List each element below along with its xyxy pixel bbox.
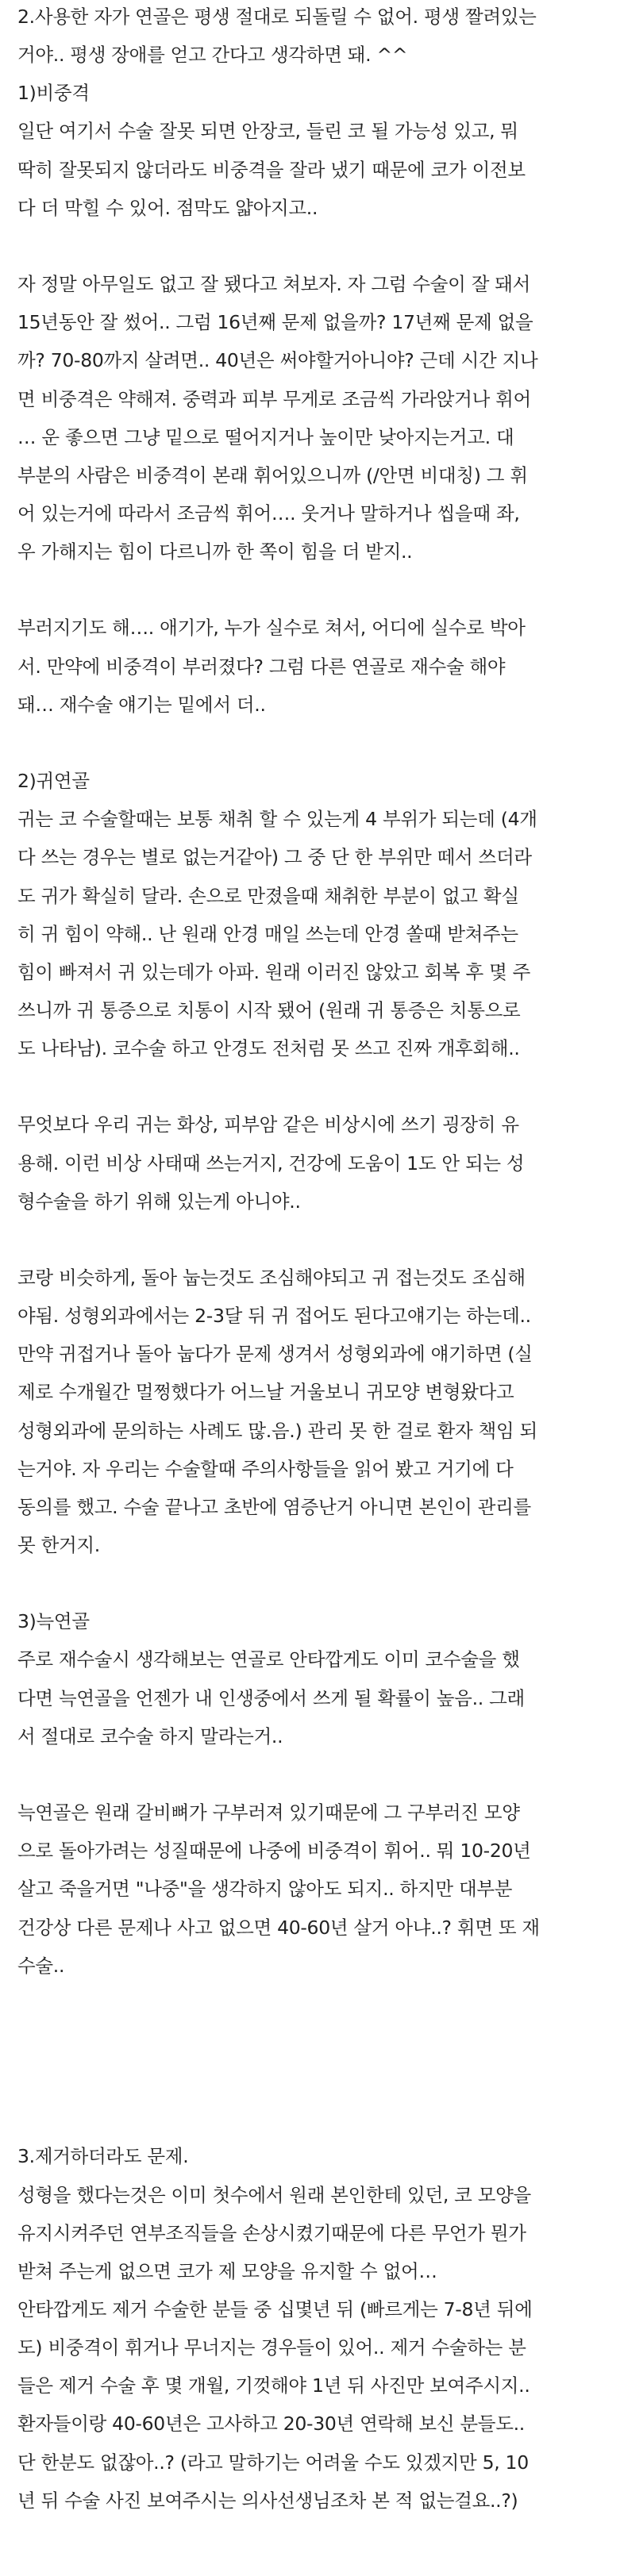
text-line: 만약 귀접거나 돌아 눕다가 문제 생겨서 성형외과에 얘기하면 (실 (17, 1343, 533, 1366)
text-line: 도 나타남). 코수술 하고 안경도 전처럼 못 쓰고 진짜 개후회해.. (17, 1037, 520, 1059)
blank-line (17, 728, 613, 758)
text-line: 받쳐 주는게 없으면 코가 제 모양을 유지할 수 없어… (17, 2259, 437, 2282)
text-line: 무엇보다 우리 귀는 화상, 피부암 같은 비상시에 쓰기 굉장히 유 (17, 1113, 519, 1136)
text-line: 돼… 재수술 얘기는 밑에서 더.. (17, 693, 266, 716)
text-line: 1)비중격 (17, 82, 90, 105)
text-line: 동의를 했고. 수술 끝나고 초반에 염증난거 아니면 본인이 관리를 (17, 1495, 531, 1518)
text-line: 쓰니까 귀 통증으로 치통이 시작 됐어 (원래 귀 통증은 치통으로 (17, 998, 521, 1021)
text-line: 어 있는거에 따라서 조금씩 휘어…. 웃거나 말하거나 씹을때 좌, (17, 502, 520, 525)
blank-line (17, 2027, 613, 2057)
text-line: 성형외과에 문의하는 사례도 많.음.) 관리 못 한 걸로 환자 책임 되 (17, 1419, 537, 1442)
text-line: 안타깝게도 제거 수술한 분들 중 십몇년 뒤 (빠르게는 7-8년 뒤에 (17, 2298, 533, 2320)
text-line: 힘이 빠져서 귀 있는데가 아파. 원래 이러진 않았고 회복 후 몇 주 (17, 960, 531, 983)
text-line: 일단 여기서 수술 잘못 되면 안장코, 들린 코 될 가능성 있고, 뭐 (17, 120, 518, 143)
blank-line (17, 1759, 613, 1790)
text-line: 코랑 비슷하게, 돌아 눕는것도 조심해야되고 귀 접는것도 조심해 (17, 1267, 526, 1289)
text-line: 다 더 막힐 수 있어. 점막도 얇아지고.. (17, 196, 318, 219)
text-line: 면 비중격은 약해져. 중력과 피부 무게로 조금씩 가라앉거나 휘어 (17, 387, 531, 410)
text-line: 살고 죽을거면 "나중"을 생각하지 않아도 되지.. 하지만 대부분 (17, 1878, 513, 1901)
text-line: 으로 돌아가려는 성질때문에 나중에 비중격이 휘어.. 뭐 10-20년 (17, 1840, 531, 1863)
blank-line (17, 231, 613, 261)
text-line: 건강상 다른 문제나 사고 없으면 40-60년 살거 아냐..? 휘면 또 재 (17, 1916, 540, 1939)
text-line: 자 정말 아무일도 없고 잘 됐다고 쳐보자. 자 그럼 수술이 잘 돼서 (17, 273, 531, 296)
text-line: 늑연골은 원래 갈비뼈가 구부러져 있기때문에 그 구부러진 모양 (17, 1801, 520, 1824)
text-line: 부러지기도 해…. 애기가, 누가 실수로 쳐서, 어디에 실수로 박아 (17, 617, 526, 640)
text-line: 못 한거지. (17, 1534, 100, 1556)
text-line: 는거야. 자 우리는 수술할때 주의사항들을 읽어 봤고 거기에 다 (17, 1457, 514, 1480)
text-line: 들은 제거 수술 후 몇 개월, 기껏해야 1년 뒤 사진만 보여주시지.. (17, 2374, 530, 2397)
text-line: 야됨. 성형외과에서는 2-3달 뒤 귀 접어도 된다고얘기는 하는데.. (17, 1305, 531, 1328)
text-line: 딱히 잘못되지 않더라도 비중격을 잘라 냈기 때문에 코가 이전보 (17, 158, 526, 181)
text-line: 환자들이랑 40-60년은 고사하고 20-30년 연락해 보신 분들도.. (17, 2413, 525, 2436)
text-line: 거야.. 평생 장애를 얻고 간다고 생각하면 돼. ^^ (17, 44, 408, 67)
blank-line (17, 1568, 613, 1598)
blank-line (17, 1989, 613, 2019)
text-line: 제로 수개월간 멀쩡했다가 어느날 거울보니 귀모양 변형왔다고 (17, 1381, 514, 1404)
text-line: 히 귀 힘이 약해.. 난 원래 안경 매일 쓰는데 안경 쏠때 받쳐주는 (17, 922, 518, 945)
text-line: 15년동안 잘 썼어.. 그럼 16년째 문제 없을까? 17년째 문제 없을 (17, 311, 533, 334)
text-line: 까? 70-80까지 살려면.. 40년은 써야할거아니야? 근데 시간 지나 (17, 349, 538, 372)
text-line: 서. 만약에 비중격이 부러졌다? 그럼 다른 연골로 재수술 해야 (17, 655, 506, 678)
text-line: 서 절대로 코수술 하지 말라는거.. (17, 1724, 283, 1747)
blank-line (17, 1225, 613, 1255)
text-line: 년 뒤 수술 사진 보여주시는 의사선생님조차 본 적 없는걸요..?) (17, 2489, 518, 2512)
text-line: 도 귀가 확실히 달라. 손으로 만졌을때 채취한 부분이 없고 확실 (17, 884, 519, 907)
blank-line (17, 1071, 613, 1102)
text-line: 용해. 이런 비상 사태때 쓰는거지, 건강에 도움이 1도 안 되는 성 (17, 1152, 525, 1175)
text-line: 2.사용한 자가 연골은 평생 절대로 되돌릴 수 없어. 평생 짤려있는 (17, 6, 537, 28)
text-line: 수술.. (17, 1954, 65, 1977)
text-line: 3.제거하더라도 문제. (17, 2145, 189, 2168)
text-line: 2)귀연골 (17, 770, 90, 792)
text-line: 단 한분도 없잖아..? (라고 말하기는 어려울 수도 있겠지만 5, 10 (17, 2451, 529, 2474)
text-line: 3)늑연골 (17, 1610, 90, 1633)
text-line: 우 가해지는 힘이 다르니까 한 쪽이 힘을 더 받지.. (17, 540, 413, 563)
text-line: 다면 늑연골을 언젠가 내 인생중에서 쓰게 될 확률이 높음.. 그래 (17, 1686, 525, 1709)
text-line: … 운 좋으면 그냥 밑으로 떨어지거나 높이만 낮아지는거고. 대 (17, 425, 514, 448)
blank-line (17, 2103, 613, 2133)
text-line: 귀는 코 수술할때는 보통 채취 할 수 있는게 4 부위가 되는데 (4개 (17, 808, 537, 831)
blank-line (17, 2065, 613, 2095)
text-line: 형수술을 하기 위해 있는게 아니야.. (17, 1190, 301, 1213)
blank-line (17, 575, 613, 605)
text-line: 부분의 사람은 비중격이 본래 휘어있으니까 (/안면 비대칭) 그 휘 (17, 463, 528, 486)
text-line: 도) 비중격이 휘거나 무너지는 경우들이 있어.. 제거 수술하는 분 (17, 2336, 526, 2359)
text-line: 다 쓰는 경우는 별로 없는거같아) 그 중 단 한 부위만 떼서 쓰더라 (17, 846, 532, 869)
text-line: 주로 재수술시 생각해보는 연골로 안타깝게도 이미 코수술을 했 (17, 1648, 520, 1671)
text-line: 성형을 했다는것은 이미 첫수에서 원래 본인한테 있던, 코 모양을 (17, 2183, 531, 2206)
text-line: 유지시켜주던 연부조직들을 손상시켰기때문에 다른 무언가 뭔가 (17, 2221, 526, 2244)
